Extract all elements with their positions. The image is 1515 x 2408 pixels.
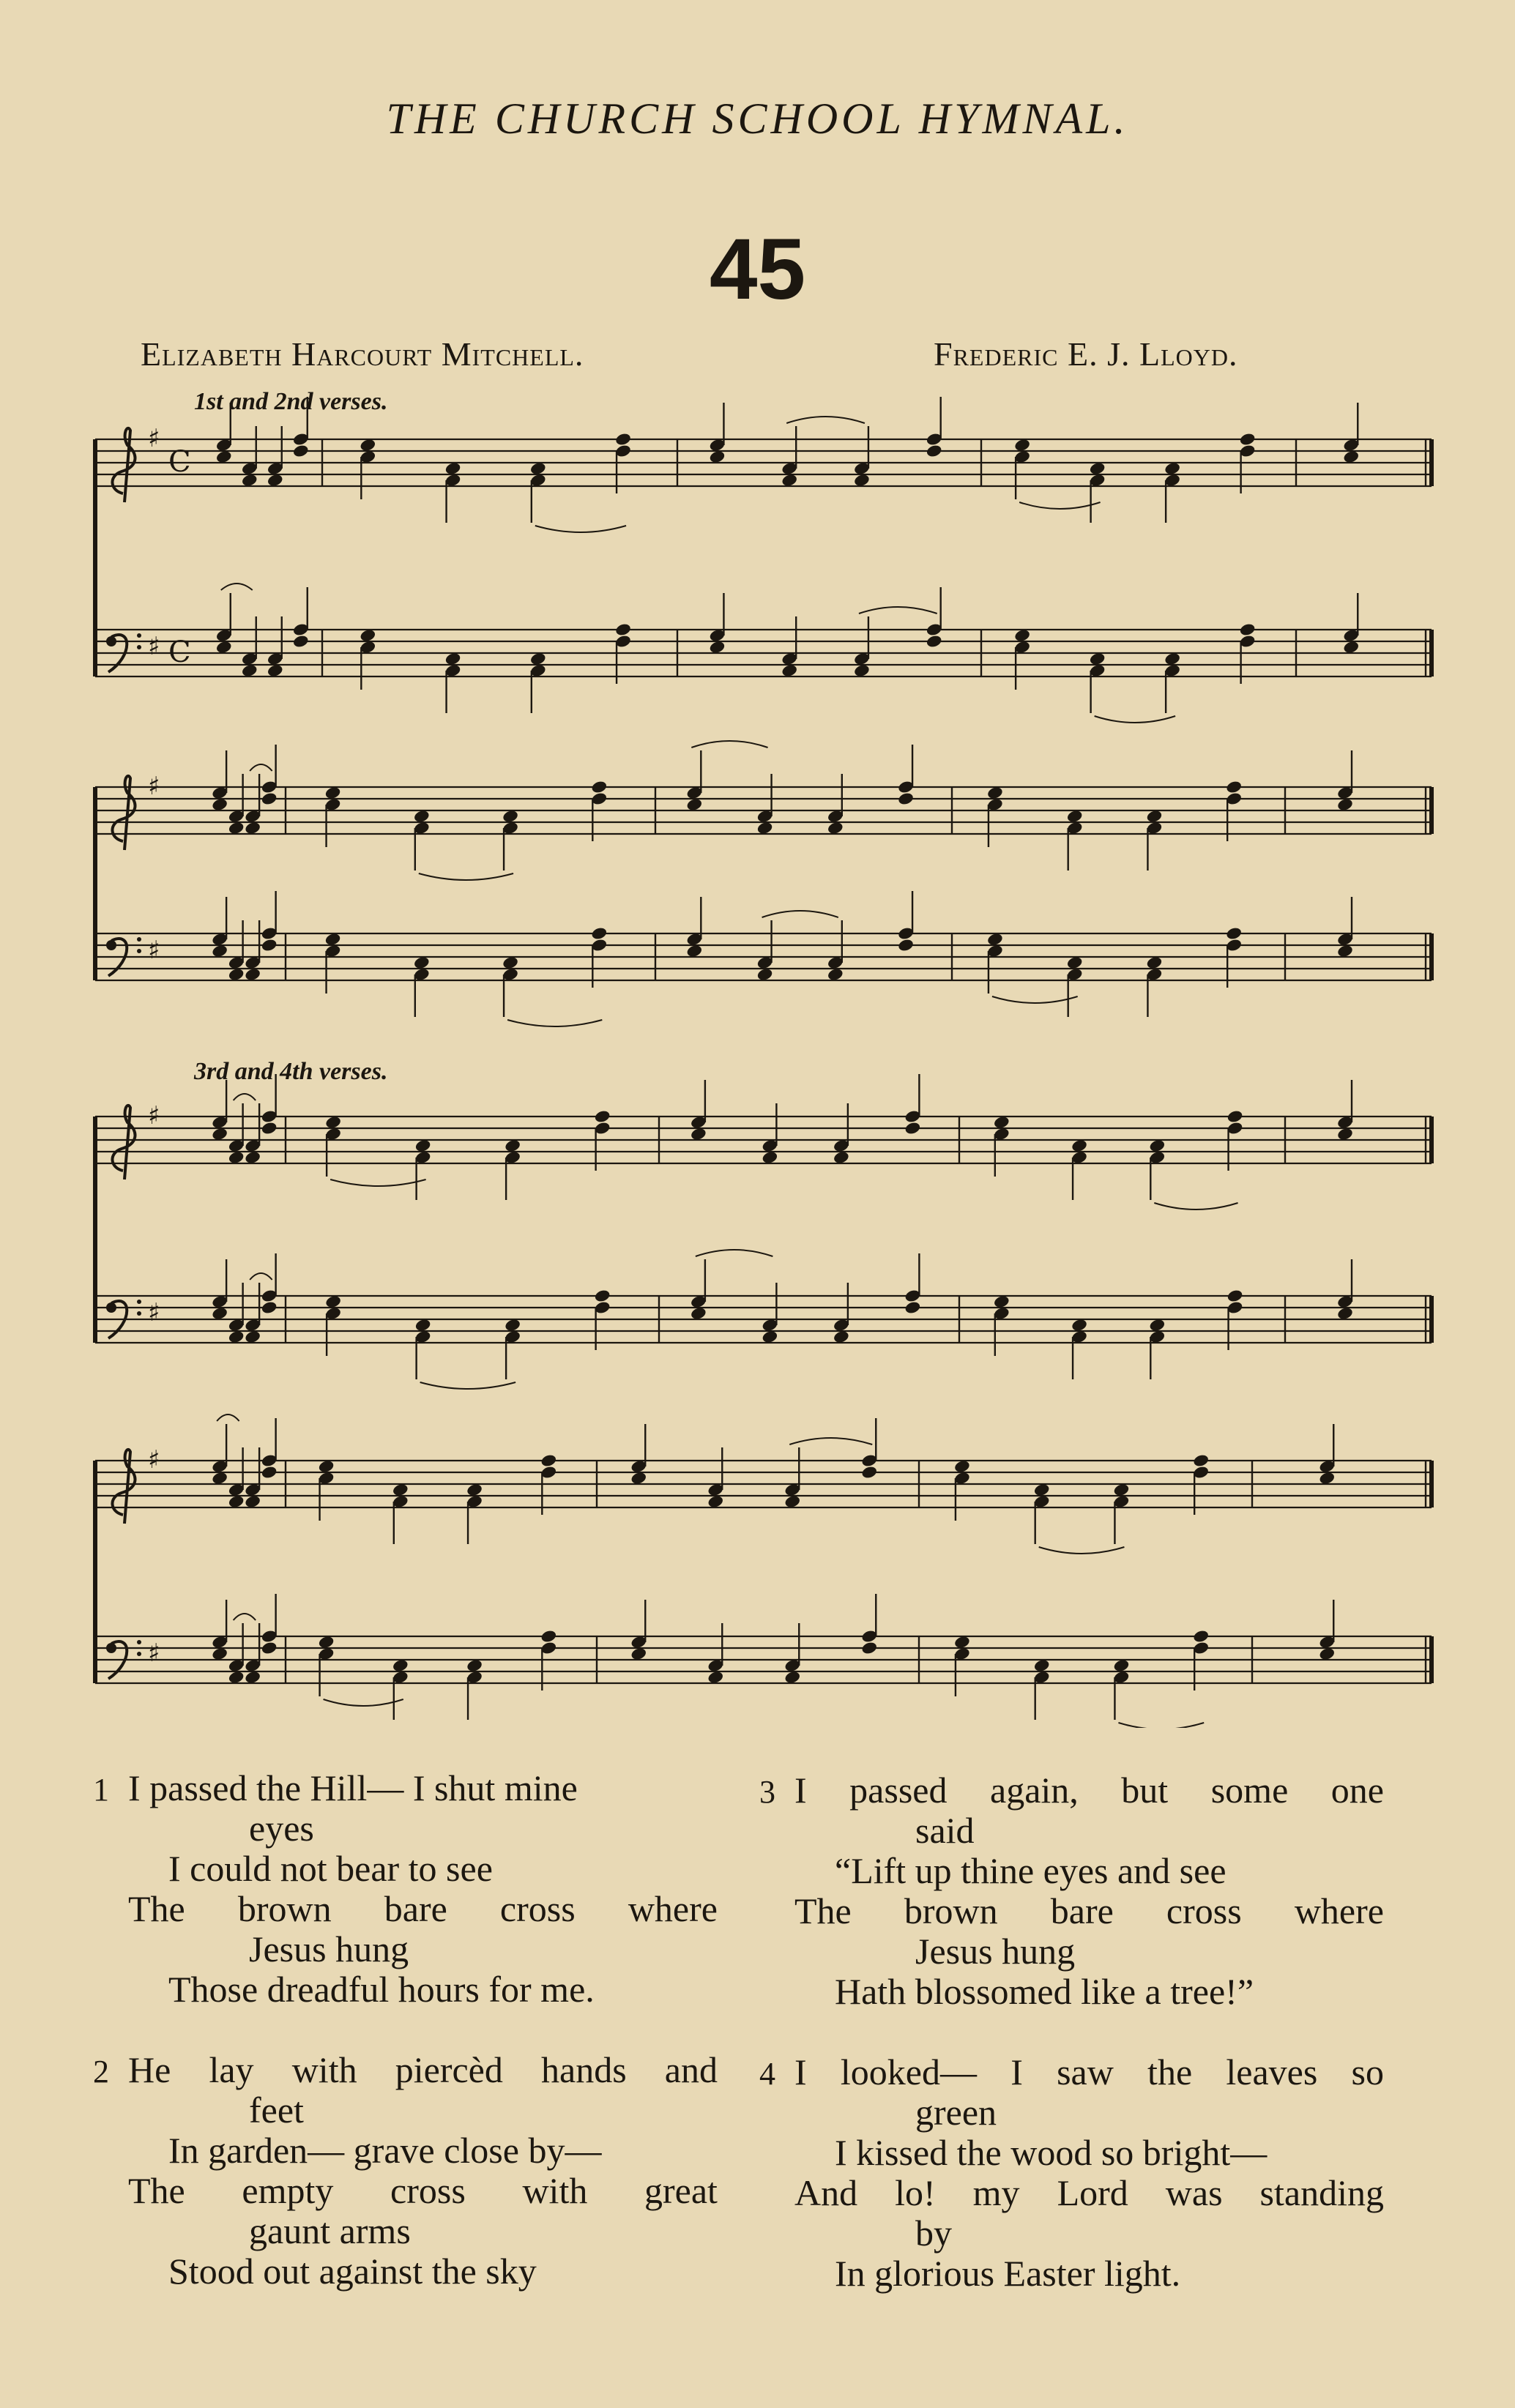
note-head [292,634,310,649]
slur [1154,1203,1237,1209]
slur [419,873,513,880]
verse-label-1: 1st and 2nd verses. [194,388,388,415]
note-head [1192,1629,1210,1644]
note-head [1225,780,1243,794]
stanza-line: “Lift up thine eyes and see [835,1850,1226,1891]
slur [786,417,865,423]
key-signature-sharp: ♯ [148,1101,160,1130]
note-head [261,1300,278,1315]
note-head [261,1641,278,1655]
bass-clef [137,1311,141,1316]
note-head [1192,1453,1210,1468]
slur [507,1020,602,1026]
stanza-4 [759,2051,1384,2294]
bass-clef [106,636,116,646]
note-head [540,1453,558,1468]
note-head [614,432,632,447]
note-head [897,938,915,953]
bass-clef [137,1300,141,1304]
note-head [591,926,608,941]
stanza-line: I kissed the wood so bright— [835,2132,1268,2173]
stanza-line: I passed again, but some one [794,1770,1384,1811]
slur [1118,1723,1204,1728]
stanza-line: by [915,2213,952,2254]
note-head [292,444,310,458]
slur [250,1273,272,1280]
bass-clef [106,1643,116,1653]
note-head [1226,1109,1244,1124]
bass-clef [137,1640,141,1644]
key-signature-sharp: ♯ [148,1298,160,1327]
note-head [540,1629,558,1644]
stanza-3 [759,1770,1384,2012]
bass-clef [106,1302,116,1313]
note-head [261,1465,278,1480]
slur [217,1414,239,1421]
stanza-number: 2 [93,2054,109,2090]
slur [859,607,937,614]
stanza-line: Hath blossomed like a tree!” [835,1971,1254,2012]
stanza-number: 4 [759,2056,775,2092]
slur [1039,1547,1125,1554]
stanza-1 [93,1767,718,2010]
note-head [1239,622,1257,637]
slur [691,741,767,748]
slur [234,1094,256,1100]
stanza-line: I could not bear to see [168,1848,493,1889]
note-head [1239,432,1257,447]
note-head [261,791,278,806]
stanza-line: The brown bare cross where [128,1888,718,1929]
slur [696,1250,773,1256]
slur [535,526,626,532]
slur [762,911,838,917]
bass-clef [137,645,141,649]
running-head: THE CHURCH SCHOOL HYMNAL. [386,94,1129,143]
stanza-2 [93,2049,718,2292]
bass-clef [137,1652,141,1656]
stanza-line: I looked— I saw the leaves so [794,2051,1384,2092]
bass-clef [106,940,116,950]
key-signature-sharp: ♯ [148,772,160,801]
note-head [261,938,278,953]
bass-clef [137,633,141,638]
note-head [860,1465,878,1480]
note-head [591,780,608,794]
slur [1019,502,1101,509]
slur [324,1699,403,1706]
stanza-line: gaunt arms [249,2210,411,2251]
note-head [1226,1289,1244,1303]
time-signature: C [168,445,191,479]
bass-clef [137,949,141,953]
note-head [904,1121,922,1136]
bass-clef [137,937,141,942]
stanza-line: The empty cross with great [128,2170,718,2211]
hymn-number: 45 [709,221,806,318]
stanza-line: In glorious Easter light. [835,2253,1181,2294]
verse-label-2: 3rd and 4th verses. [194,1058,388,1085]
stanza-number: 1 [93,1772,109,1808]
note-head [594,1289,611,1303]
key-signature-sharp: ♯ [148,632,160,661]
slur [330,1179,426,1186]
stanza-line: Jesus hung [249,1928,409,1969]
note-head [897,791,915,806]
stanza-line: said [915,1810,975,1851]
note-head [926,634,943,649]
stanza-line: Jesus hung [915,1931,1076,1972]
slur [250,764,272,771]
note-head [926,444,943,458]
key-signature-sharp: ♯ [148,1445,160,1475]
stanza-line: feet [249,2090,304,2131]
time-signature: C [168,635,191,669]
stanza-number: 3 [759,1774,775,1810]
stanza-line: eyes [249,1808,314,1849]
slur [1095,716,1176,723]
note-head [1225,926,1243,941]
key-signature-sharp: ♯ [148,1639,160,1668]
note-head [860,1641,878,1655]
stanza-line: I passed the Hill— I shut mine [128,1767,578,1808]
composer-credit: Frederic E. J. Lloyd. [934,335,1238,373]
note-head [614,622,632,637]
slur [420,1382,516,1389]
stanza-line: And lo! my Lord was standing [794,2172,1384,2213]
slur [992,996,1078,1003]
key-signature-sharp: ♯ [148,424,160,453]
author-credit: Elizabeth Harcourt Mitchell. [141,335,584,373]
stanza-line: He lay with piercèd hands and [128,2049,718,2090]
slur [789,1438,872,1445]
stanza-line: Those dreadful hours for me. [168,1969,595,2010]
note-head [594,1109,611,1124]
slur [221,584,253,590]
note-head [904,1300,922,1315]
stanza-line: Stood out against the sky [168,2251,537,2292]
note-head [261,1121,278,1136]
stanza-line: In garden— grave close by— [168,2130,602,2171]
key-signature-sharp: ♯ [148,936,160,965]
slur [234,1614,256,1620]
stanza-line: green [915,2092,997,2133]
stanza-line: The brown bare cross where [794,1890,1384,1931]
